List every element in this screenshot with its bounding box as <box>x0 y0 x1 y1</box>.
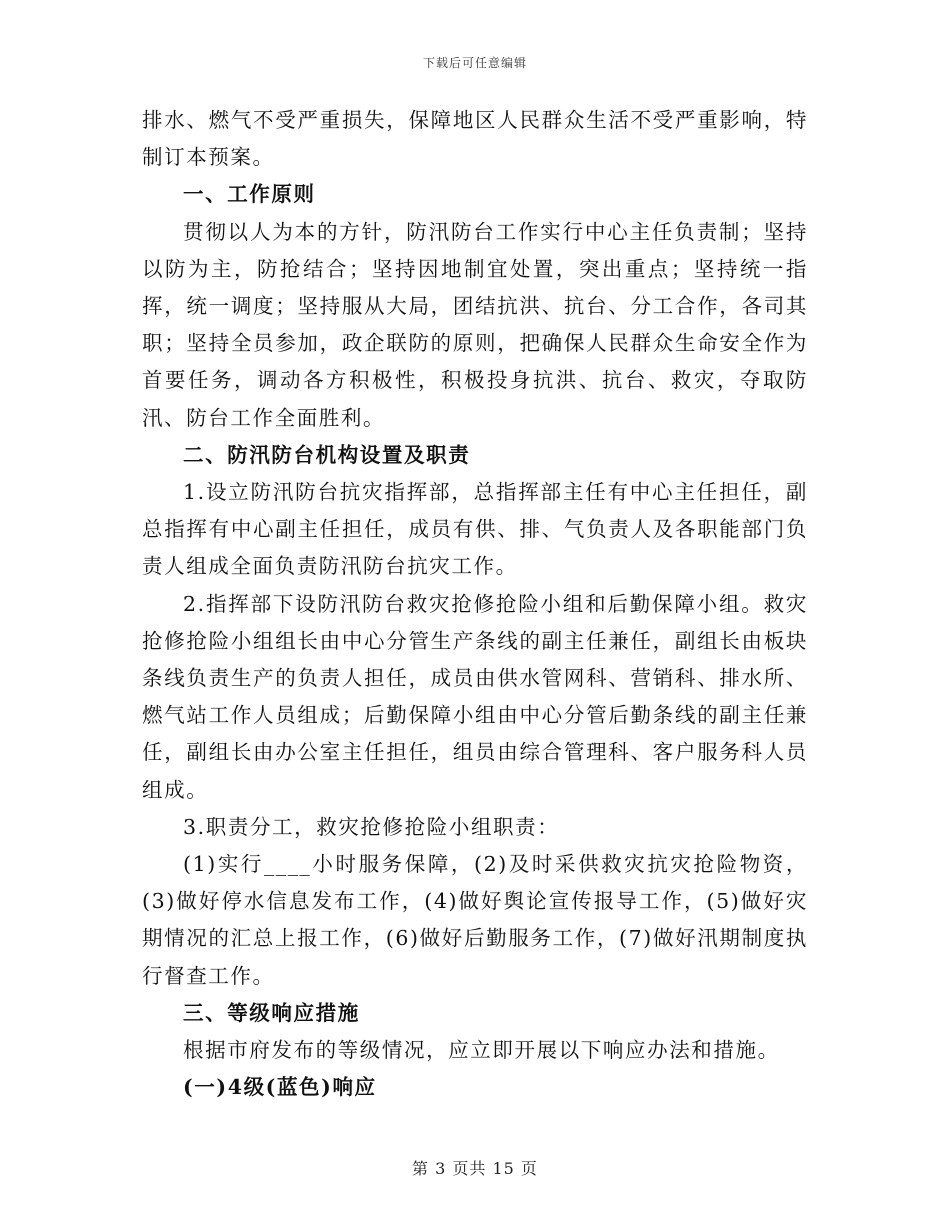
section-heading-principles: 一、工作原则 <box>183 182 316 207</box>
paragraph-item-1: 1.设立防汛防台抗灾指挥部，总指挥部主任有中心主任担任，副总指挥有中心副主任担任，成员有供、排、气负责人及各职能部门负责人组成全面负责防汛防台抗灾工作。 <box>142 480 808 579</box>
page-number: 第 3 页共 15 页 <box>412 1159 538 1178</box>
document-body <box>142 102 808 1106</box>
paragraph-intro-tail: 排水、燃气不受严重损失，保障地区人民群众生活不受严重影响，特制订本预案。 <box>142 108 808 170</box>
paragraph-item-2: 2.指挥部下设防汛防台救灾抢修抢险小组和后勤保障小组。救灾抢修抢险小组组长由中心分管生产条线的副主任兼任，副组长由板块条线负责生产的负责人担任，成员由供水管网科、营销科、排水所、燃气站工作人员组成；后勤保障小组由中心分管后勤条线的副主任兼任，副组长由办公室主任担任，组员由综合管理科、客户服务科人员组成。 <box>142 591 808 802</box>
subsection-heading-level-4: (一)4级(蓝色)响应 <box>183 1075 377 1100</box>
paragraph-item-3: 3.职责分工，救灾抢修抢险小组职责： <box>183 814 560 839</box>
section-heading-response: 三、等级响应措施 <box>183 1000 360 1025</box>
paragraph-duties-list: (1)实行____小时服务保障，(2)及时采供救灾抗灾抢险物资，(3)做好停水信息发布工作，(4)做好舆论宣传报导工作，(5)做好灾期情况的汇总上报工作，(6)做好后勤服务工作，(7)做好汛期制度执行督查工作。 <box>142 852 808 988</box>
page-header-note: 下载后可任意编辑 <box>422 56 527 70</box>
paragraph-response: 根据市府发布的等级情况，应立即开展以下响应办法和措施。 <box>183 1038 780 1063</box>
section-heading-organization: 二、防汛防台机构设置及职责 <box>183 442 471 467</box>
paragraph-principles: 贯彻以人为本的方针，防汛防台工作实行中心主任负责制；坚持以防为主，防抢结合；坚持因地制宜处置，突出重点；坚持统一指挥，统一调度；坚持服从大局，团结抗洪、抗台、分工合作，各司其职；坚持全员参加，政企联防的原则，把确保人民群众生命安全作为首要任务，调动各方积极性，积极投身抗洪、抗台、救灾，夺取防汛、防台工作全面胜利。 <box>142 219 808 430</box>
